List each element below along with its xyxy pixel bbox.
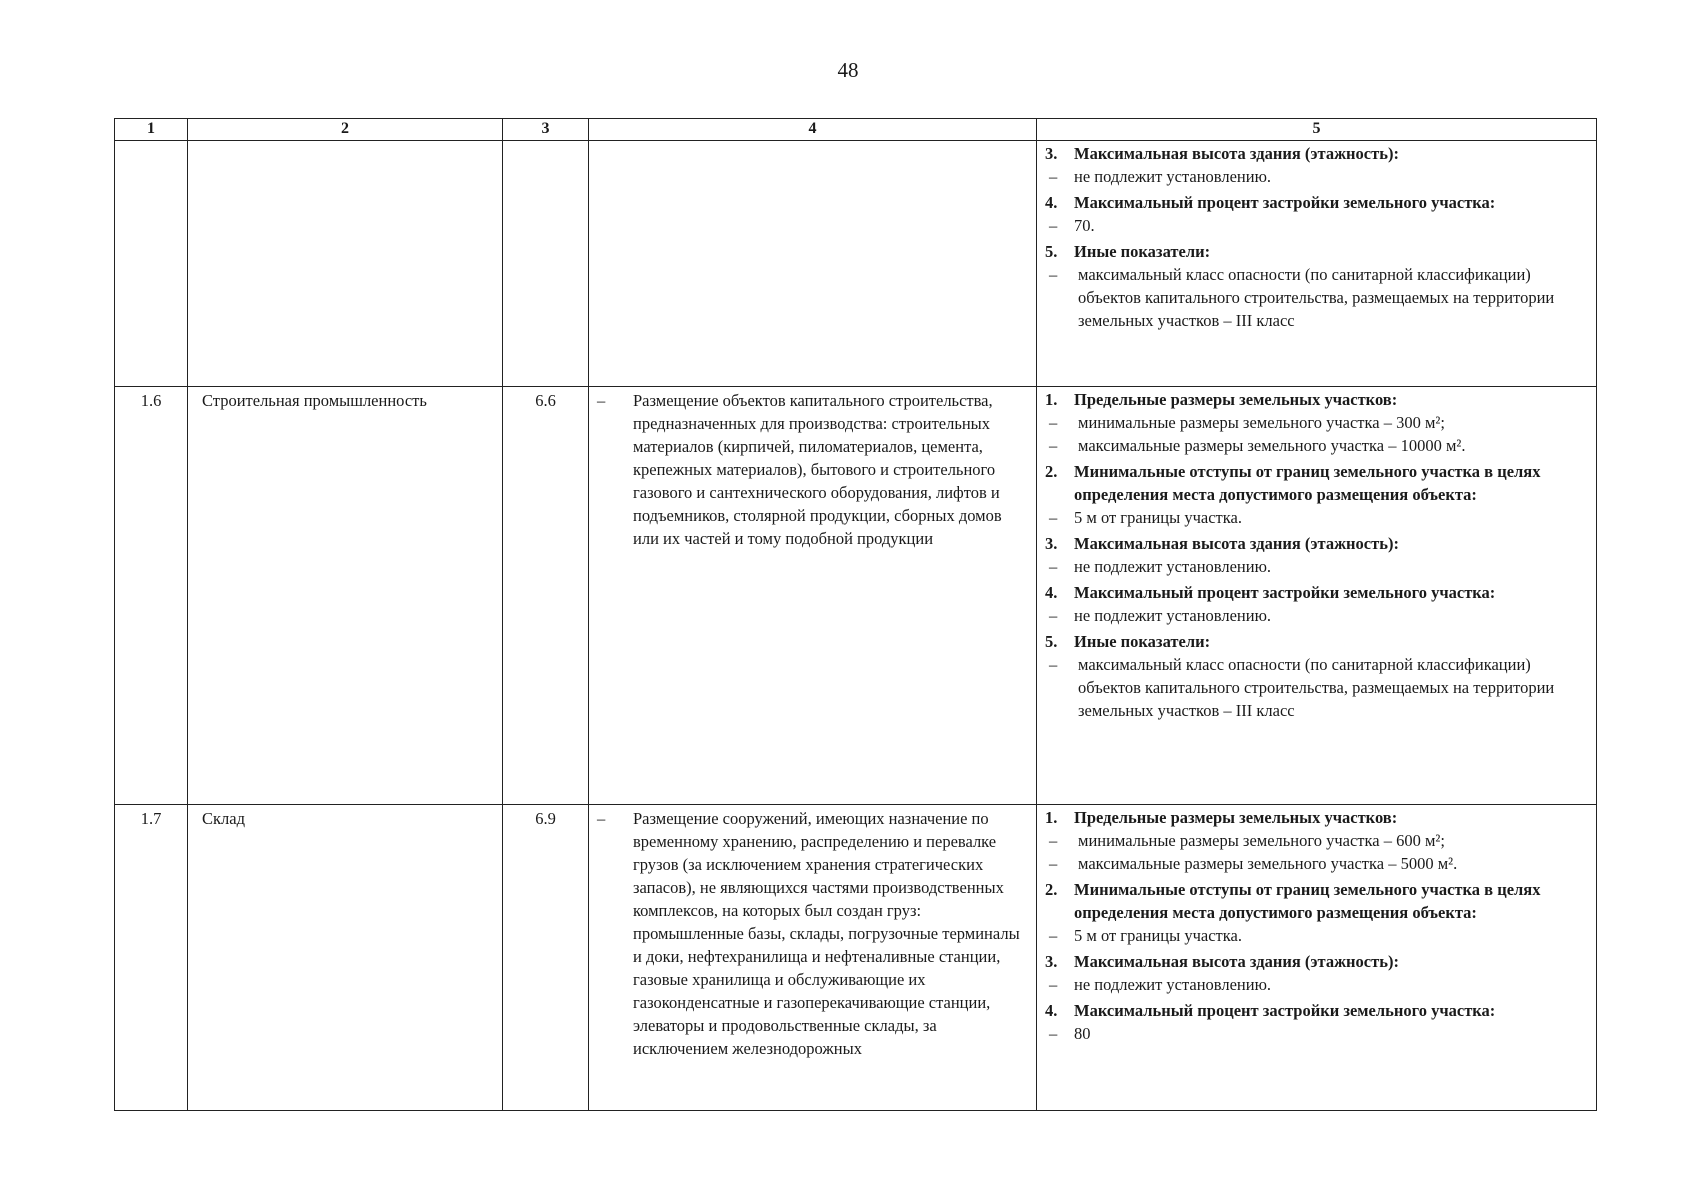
param-group: 2. Минимальные отступы от границ земельного участка в целях определения места допустимого размещения объекта: – 5 м от границы участка. (1045, 878, 1586, 947)
param-value: 80 (1074, 1024, 1091, 1043)
param-title: Предельные размеры земельных участков: (1074, 390, 1398, 409)
list-dash: – (597, 809, 606, 828)
param-value: 5 м от границы участка. (1074, 508, 1242, 527)
param-value: не подлежит установлению. (1074, 975, 1272, 994)
row-number (115, 141, 188, 387)
param-title: Иные показатели: (1074, 242, 1211, 261)
col-header-1: 1 (115, 119, 188, 141)
header-row (115, 119, 1597, 141)
param-value: не подлежит установлению. (1074, 557, 1272, 576)
param-value: максимальный класс опасности (по санитарной классификации) объектов капитального строительства, размещаемых на территории земельных участков – III класс (1078, 655, 1555, 720)
param-value: минимальные размеры земельного участка – 300 м²; (1078, 413, 1445, 432)
param-group: 5. Иные показатели: – максимальный класс опасности (по санитарной классификации) объектов капитального строительства, размещаемых на территории земельных участков – III класс (1045, 240, 1586, 332)
param-group: 4. Максимальный процент застройки земельного участка: – 80 (1045, 999, 1586, 1045)
param-number: 1. (1045, 808, 1058, 827)
param-title: Максимальный процент застройки земельного участка: (1074, 583, 1496, 602)
param-title: Минимальные отступы от границ земельного участка в целях определения места допустимого размещения объекта: (1074, 880, 1541, 922)
param-number: 5. (1045, 242, 1058, 261)
list-dash: – (597, 391, 606, 410)
use-type-code: 6.9 (503, 805, 589, 1111)
param-value: 70. (1074, 216, 1095, 235)
parameters-cell (1037, 141, 1597, 387)
param-number: 3. (1045, 534, 1058, 553)
param-title: Предельные размеры земельных участков: (1074, 808, 1398, 827)
param-title: Максимальная высота здания (этажность): (1074, 144, 1399, 163)
table-row (115, 805, 1597, 1111)
use-type-name (188, 141, 503, 387)
param-value: максимальные размеры земельного участка – 5000 м². (1078, 854, 1458, 873)
param-title: Максимальный процент застройки земельного участка: (1074, 193, 1496, 212)
param-title: Максимальная высота здания (этажность): (1074, 534, 1399, 553)
param-group: 3. Максимальная высота здания (этажность): – не подлежит установлению. (1045, 142, 1586, 188)
col-header-5: 5 (1037, 119, 1597, 141)
param-number: 3. (1045, 952, 1058, 971)
zoning-table (114, 118, 1597, 1111)
param-value: 5 м от границы участка. (1074, 926, 1242, 945)
table-row (115, 387, 1597, 805)
param-group: 4. Максимальный процент застройки земельного участка: – 70. (1045, 191, 1586, 237)
param-value: не подлежит установлению. (1074, 167, 1272, 186)
param-number: 5. (1045, 632, 1058, 651)
param-group: 1. Предельные размеры земельных участков: – минимальные размеры земельного участка – 300 м²; – максимальные размеры земельного участка – 10000 м². (1045, 388, 1586, 457)
description-text: Размещение сооружений, имеющих назначение по временному хранению, распределению и перевалке грузов (за исключением хранения стратегических запасов), не являющихся частями производственных комплексов, на которых был создан груз: промышленные базы, склады, погрузочные терминалы и доки, нефтехранилища и нефтеналивные станции, газовые хранилища и обслуживающие их газоконденсатные и газоперекачивающие станции, элеваторы и продовольственные склады, за исключением железнодорожных (633, 809, 1020, 1058)
col-header-4: 4 (589, 119, 1037, 141)
use-type-code (503, 141, 589, 387)
parameters-cell (1037, 387, 1597, 805)
param-number: 2. (1045, 462, 1058, 481)
param-value: максимальный класс опасности (по санитарной классификации) объектов капитального строительства, размещаемых на территории земельных участков – III класс (1078, 265, 1555, 330)
table-row (115, 141, 1597, 387)
parameters-cell (1037, 805, 1597, 1111)
use-description (589, 805, 1037, 1111)
use-description (589, 387, 1037, 805)
param-number: 4. (1045, 1001, 1058, 1020)
param-title: Максимальный процент застройки земельного участка: (1074, 1001, 1496, 1020)
param-group: 3. Максимальная высота здания (этажность): – не подлежит установлению. (1045, 950, 1586, 996)
col-header-3: 3 (503, 119, 589, 141)
param-number: 4. (1045, 193, 1058, 212)
param-title: Минимальные отступы от границ земельного участка в целях определения места допустимого размещения объекта: (1074, 462, 1541, 504)
param-number: 2. (1045, 880, 1058, 899)
use-type-name: Склад (188, 805, 503, 1111)
col-header-2: 2 (188, 119, 503, 141)
row-number: 1.6 (115, 387, 188, 805)
description-text: Размещение объектов капитального строительства, предназначенных для производства: строительных материалов (кирпичей, пиломатериалов, цемента, крепежных материалов), бытового и строительного газового и сантехнического оборудования, лифтов и подъемников, столярной продукции, сборных домов или их частей и тому подобной продукции (633, 391, 1002, 548)
param-group: 4. Максимальный процент застройки земельного участка: – не подлежит установлению. (1045, 581, 1586, 627)
use-type-name: Строительная промышленность (188, 387, 503, 805)
param-group: 3. Максимальная высота здания (этажность): – не подлежит установлению. (1045, 532, 1586, 578)
param-number: 3. (1045, 144, 1058, 163)
page-number: 48 (837, 58, 859, 82)
param-group: 2. Минимальные отступы от границ земельного участка в целях определения места допустимого размещения объекта: – 5 м от границы участка. (1045, 460, 1586, 529)
param-value: минимальные размеры земельного участка – 600 м²; (1078, 831, 1445, 850)
use-type-code: 6.6 (503, 387, 589, 805)
param-title: Максимальная высота здания (этажность): (1074, 952, 1399, 971)
param-value: не подлежит установлению. (1074, 606, 1272, 625)
param-number: 1. (1045, 390, 1058, 409)
param-title: Иные показатели: (1074, 632, 1211, 651)
row-number: 1.7 (115, 805, 188, 1111)
use-description (589, 141, 1037, 387)
param-group: 1. Предельные размеры земельных участков: – минимальные размеры земельного участка – 600 м²; – максимальные размеры земельного участка – 5000 м². (1045, 806, 1586, 875)
param-number: 4. (1045, 583, 1058, 602)
param-group: 5. Иные показатели: – максимальный класс опасности (по санитарной классификации) объектов капитального строительства, размещаемых на территории земельных участков – III класс (1045, 630, 1586, 722)
param-value: максимальные размеры земельного участка – 10000 м². (1078, 436, 1466, 455)
